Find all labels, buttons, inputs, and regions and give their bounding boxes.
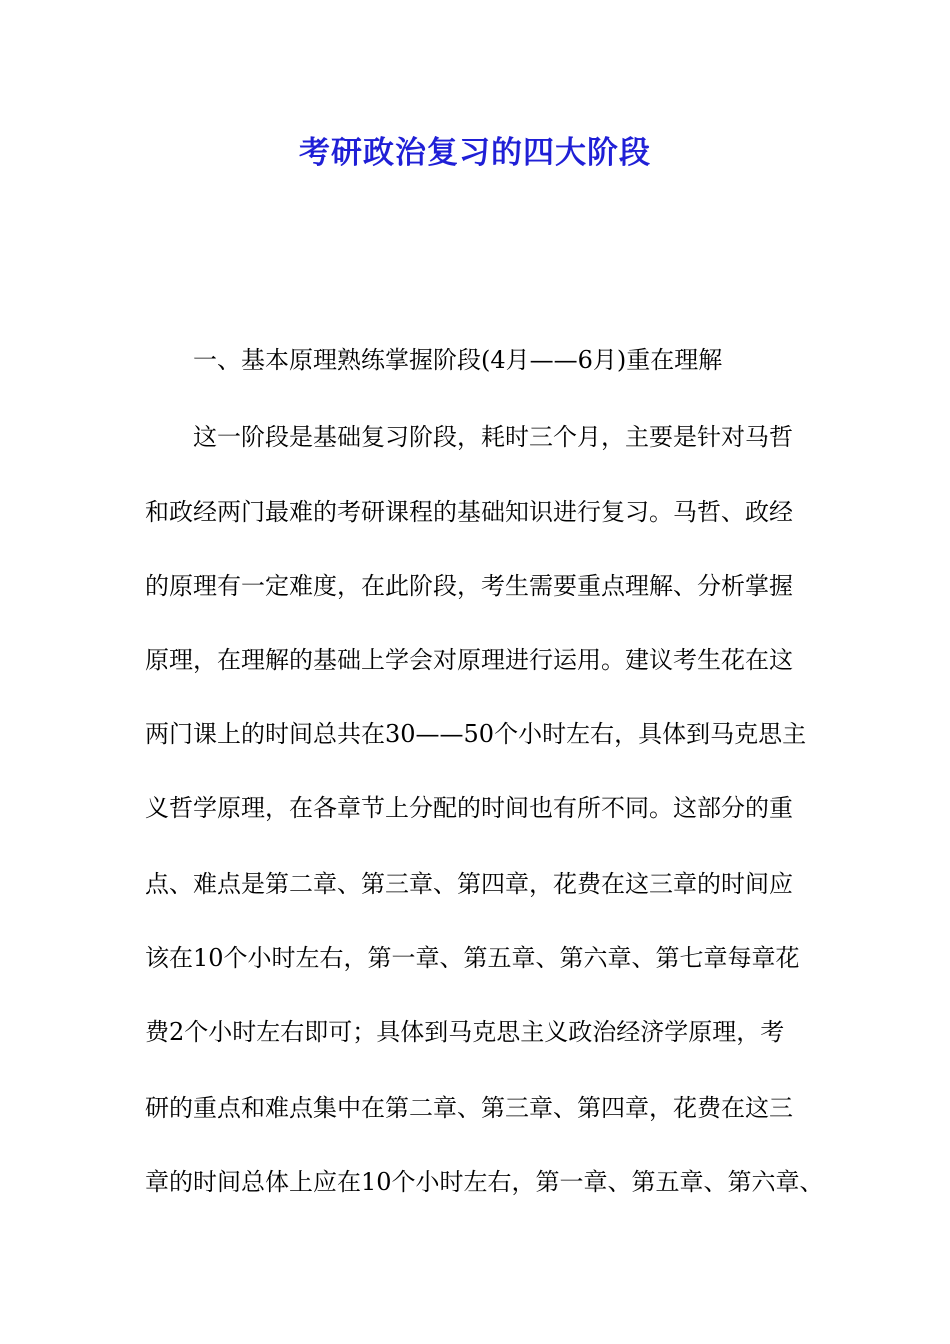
paragraph-line: 研的重点和难点集中在第二章、第三章、第四章，花费在这三 bbox=[145, 1094, 793, 1122]
document-title: 考研政治复习的四大阶段 bbox=[299, 135, 651, 171]
section-heading: 一、基本原理熟练掌握阶段(4月——6月)重在理解 bbox=[193, 346, 723, 374]
paragraph-line: 费2个小时左右即可；具体到马克思主义政治经济学原理，考 bbox=[145, 1018, 785, 1046]
paragraph-line: 的原理有一定难度，在此阶段，考生需要重点理解、分析掌握 bbox=[145, 572, 793, 600]
paragraph-line: 两门课上的时间总共在30——50个小时左右，具体到马克思主 bbox=[145, 720, 807, 748]
paragraph-line: 该在10个小时左右，第一章、第五章、第六章、第七章每章花 bbox=[145, 944, 800, 972]
paragraph-line: 和政经两门最难的考研课程的基础知识进行复习。马哲、政经 bbox=[145, 498, 793, 526]
paragraph-line: 点、难点是第二章、第三章、第四章，花费在这三章的时间应 bbox=[145, 870, 793, 898]
paragraph-line: 原理，在理解的基础上学会对原理进行运用。建议考生花在这 bbox=[145, 646, 793, 674]
paragraph-line: 这一阶段是基础复习阶段，耗时三个月，主要是针对马哲 bbox=[193, 423, 793, 451]
paragraph-line: 章的时间总体上应在10个小时左右，第一章、第五章、第六章、 bbox=[145, 1168, 824, 1196]
paragraph-line: 义哲学原理，在各章节上分配的时间也有所不同。这部分的重 bbox=[145, 794, 793, 822]
